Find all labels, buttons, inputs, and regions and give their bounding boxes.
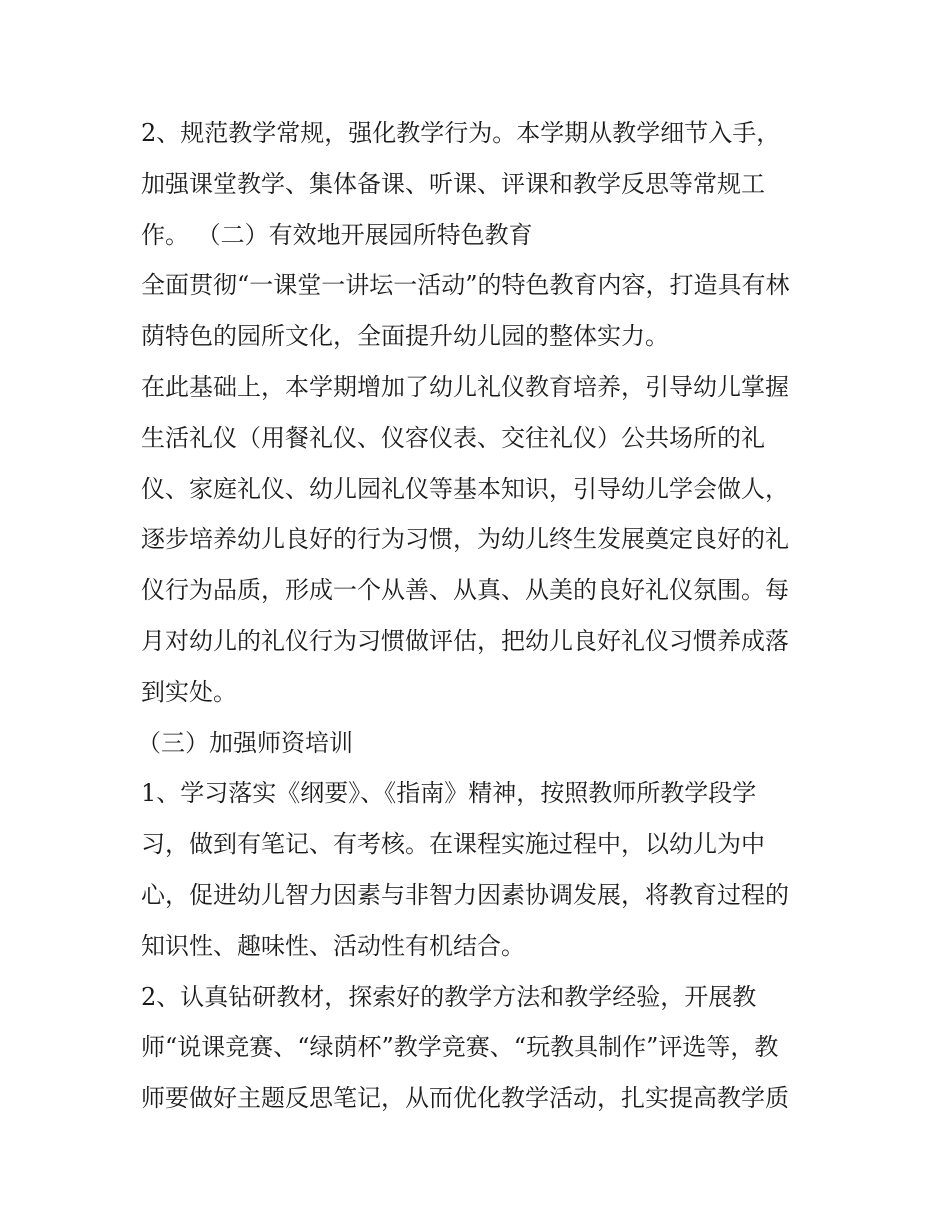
text-line: 生活礼仪（用餐礼仪、仪容仪表、交往礼仪）公共场所的礼 (141, 423, 765, 452)
text-line: 习，做到有笔记、有考核。在课程实施过程中，以幼儿为中 (141, 830, 765, 859)
text-line: 仪行为品质，形成一个从善、从真、从美的良好礼仪氛围。每 (141, 576, 789, 605)
body-text (137, 108, 831, 1124)
text-line: 全面贯彻“一课堂一讲坛一活动”的特色教育内容，打造具有林 (141, 271, 790, 300)
text-line: 师要做好主题反思笔记，从而优化教学活动，扎实提高教学质 (141, 1084, 789, 1113)
text-line: 荫特色的园所文化，全面提升幼儿园的整体实力。 (141, 322, 669, 351)
text-line: 知识性、趣味性、活动性有机结合。 (141, 931, 525, 960)
text-line: 仪、家庭礼仪、幼儿园礼仪等基本知识，引导幼儿学会做人， (141, 474, 789, 503)
text-line: 2、规范教学常规，强化教学行为。本学期从教学细节入手， (141, 119, 781, 147)
text-line: 加强课堂教学、集体备课、听课、评课和教学反思等常规工 (141, 169, 765, 198)
text-line: 作。 （二）有效地开展园所特色教育 (141, 220, 533, 249)
text-line: 2、认真钻研教材，探索好的教学方法和教学经验，开展教 (141, 982, 757, 1011)
text-line: 在此基础上，本学期增加了幼儿礼仪教育培养，引导幼儿掌握 (141, 372, 789, 401)
text-line: 心，促进幼儿智力因素与非智力因素协调发展，将教育过程的 (141, 880, 789, 909)
text-line: 月对幼儿的礼仪行为习惯做评估，把幼儿良好礼仪习惯养成落 (141, 626, 789, 655)
section-heading: （三）加强师资培训 (137, 728, 353, 757)
text-line: 逐步培养幼儿良好的行为习惯，为幼儿终生发展奠定良好的礼 (141, 525, 789, 554)
text-line: 到实处。 (141, 677, 237, 706)
text-line: 师“说课竞赛、“绿荫杯”教学竞赛、“玩教具制作”评选等，教 (141, 1033, 779, 1062)
text-line: 1、学习落实《纲要》、《指南》精神，按照教师所教学段学 (141, 779, 757, 808)
